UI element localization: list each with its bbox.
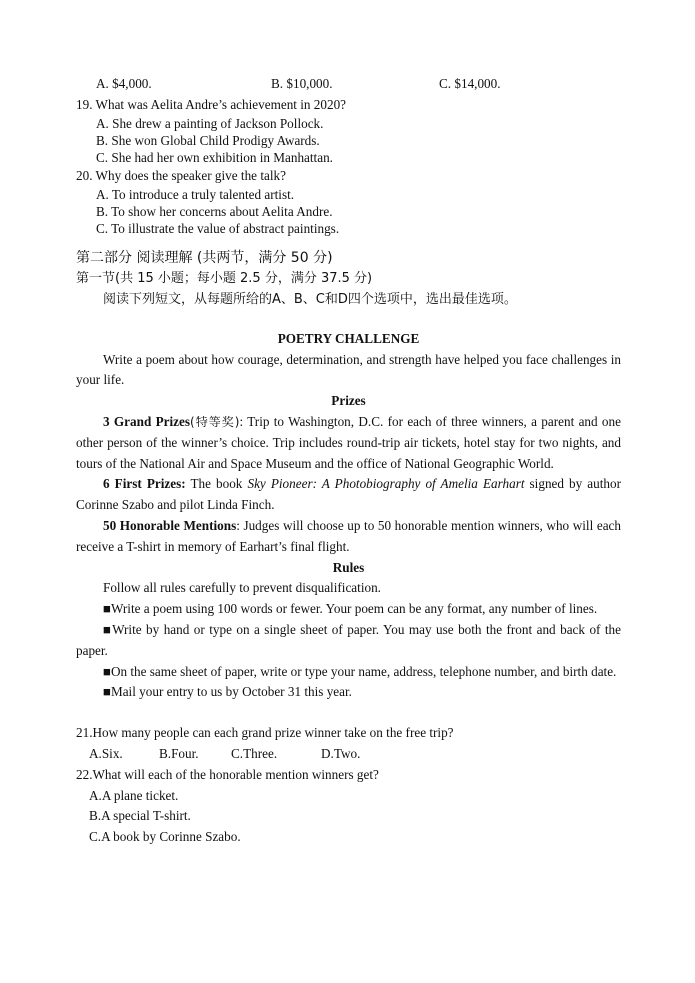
section-title: 第二部分 阅读理解 (共两节，满分 50 分)	[76, 249, 333, 266]
q18-option-b: B. $10,000.	[271, 76, 333, 91]
rule-item: ■On the same sheet of paper, write or type your name, address, telephone number, and birth date.	[103, 663, 617, 679]
q22-option-a: A.A plane ticket.	[89, 787, 179, 803]
q21-options	[76, 744, 621, 765]
q21-option-a: A.Six.	[89, 745, 123, 761]
q20-option-b: B. To show her concerns about Aelita Andre.	[96, 203, 333, 219]
passage-intro: Write a poem about how courage, determination, and strength have helped you face challenges in your life.	[76, 351, 621, 388]
q22-option-b: B.A special T-shirt.	[89, 808, 191, 824]
q20-stem: 20. Why does the speaker give the talk?	[76, 167, 286, 183]
q21-option-b: B.Four.	[159, 745, 199, 761]
rule-item: ■Mail your entry to us by October 31 this year.	[103, 684, 352, 700]
grand-prizes-cn: (特等奖)	[190, 414, 240, 429]
honorable-mentions-paragraph	[76, 516, 621, 558]
rule-item: ■Write a poem using 100 words or fewer. Your poem can be any format, any number of lines.	[103, 601, 598, 617]
first-prizes-label: 6 First Prizes:	[103, 476, 186, 492]
q19-stem: 19. What was Aelita Andre’s achievement in 2020?	[76, 96, 347, 112]
q19-option-c: C. She had her own exhibition in Manhattan.	[96, 149, 333, 165]
grand-prizes-paragraph	[76, 412, 621, 474]
q20-option-a: A. To introduce a truly talented artist.	[96, 186, 295, 202]
question-20	[76, 166, 621, 237]
q21-option-d: D.Two.	[321, 745, 361, 761]
rule-item: ■Write by hand or type on a single sheet of paper. You may use both the front and back of the paper.	[76, 621, 621, 658]
passage-title: POETRY CHALLENGE	[277, 330, 420, 346]
q18-option-a: A. $4,000.	[96, 76, 152, 91]
q18-option-c: C. $14,000.	[439, 76, 501, 91]
honorable-mentions-text: : Judges will choose up to 50 honorable mention winners, who will each receive a T-shirt in memory of Earhart’s final flight.	[76, 517, 621, 554]
exam-page	[76, 74, 621, 848]
first-prizes-text-b: signed by author Corinne Szabo and pilot Linda Finch.	[76, 476, 621, 513]
grand-prizes-label: 3 Grand Prizes	[103, 413, 191, 429]
first-prizes-paragraph	[76, 474, 621, 516]
q18-options	[76, 74, 621, 95]
question-22	[76, 765, 621, 848]
section-subtitle: 第一节(共 15 小题；每小题 2.5 分，满分 37.5 分)	[76, 270, 373, 286]
q19-option-a: A. She drew a painting of Jackson Pollock.	[96, 115, 324, 131]
q20-option-c: C. To illustrate the value of abstract paintings.	[96, 220, 340, 236]
honorable-mentions-label: 50 Honorable Mentions	[103, 517, 237, 533]
rules-heading: Rules	[332, 559, 365, 575]
q22-option-c: C.A book by Corinne Szabo.	[89, 829, 241, 845]
first-prizes-text-a: The book	[185, 476, 248, 492]
q21-stem: 21.How many people can each grand prize winner take on the free trip?	[76, 725, 454, 741]
q21-option-c: C.Three.	[231, 745, 278, 761]
prizes-heading: Prizes	[331, 393, 366, 409]
grand-prizes-text: : Trip to Washington, D.C. for each of three winners, a parent and one other person of the winner’s choice. Trip includes round-trip air tickets, hotel stay for two nights, and tours of the National Air and Space Museum and the office of National Geographic World.	[76, 413, 621, 471]
q19-option-b: B. She won Global Child Prodigy Awards.	[96, 132, 320, 148]
rules-intro: Follow all rules carefully to prevent disqualification.	[103, 580, 381, 596]
first-prizes-book-title: Sky Pioneer: A Photobiography of Amelia Earhart	[247, 476, 525, 492]
q22-stem: 22.What will each of the honorable mention winners get?	[76, 766, 379, 782]
question-19	[76, 95, 621, 166]
section-instruction: 阅读下列短文，从每题所给的A、B、C和D四个选项中，选出最佳选项。	[103, 291, 517, 307]
question-21	[76, 723, 621, 765]
